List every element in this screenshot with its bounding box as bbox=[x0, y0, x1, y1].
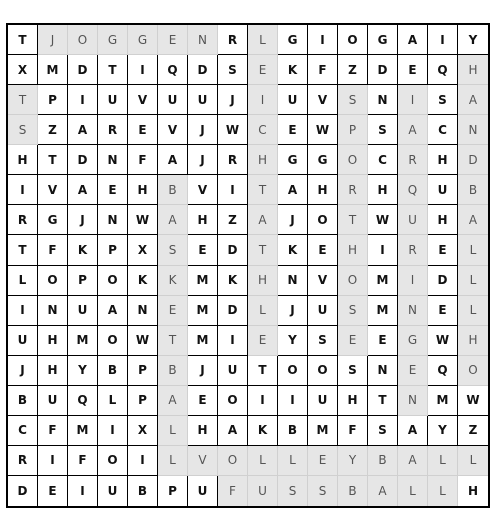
letter-cell[interactable]: Z bbox=[338, 55, 368, 85]
letter-cell[interactable]: U bbox=[8, 326, 38, 356]
letter-cell[interactable]: Z bbox=[458, 416, 488, 446]
letter-cell[interactable]: O bbox=[218, 386, 248, 416]
letter-cell[interactable]: E bbox=[128, 115, 158, 145]
letter-cell[interactable]: V bbox=[158, 115, 188, 145]
letter-cell[interactable]: R bbox=[338, 175, 368, 205]
letter-cell[interactable]: A bbox=[68, 175, 98, 205]
letter-cell[interactable]: B bbox=[98, 356, 128, 386]
letter-cell[interactable]: K bbox=[68, 235, 98, 265]
letter-cell[interactable]: L bbox=[398, 476, 428, 506]
letter-cell[interactable]: R bbox=[398, 145, 428, 175]
letter-cell[interactable]: W bbox=[128, 326, 158, 356]
letter-cell[interactable]: J bbox=[278, 296, 308, 326]
letter-cell[interactable]: Z bbox=[38, 115, 68, 145]
letter-cell[interactable]: U bbox=[68, 296, 98, 326]
letter-cell[interactable]: N bbox=[128, 296, 158, 326]
letter-cell[interactable]: N bbox=[398, 386, 428, 416]
letter-cell[interactable]: D bbox=[68, 55, 98, 85]
letter-cell[interactable]: G bbox=[308, 145, 338, 175]
letter-cell[interactable]: G bbox=[368, 25, 398, 55]
letter-cell[interactable]: E bbox=[428, 296, 458, 326]
letter-cell[interactable]: P bbox=[158, 476, 188, 506]
letter-cell[interactable]: A bbox=[158, 205, 188, 235]
letter-cell[interactable]: H bbox=[248, 145, 278, 175]
letter-cell[interactable]: P bbox=[128, 356, 158, 386]
letter-cell[interactable]: O bbox=[338, 25, 368, 55]
letter-cell[interactable]: X bbox=[128, 416, 158, 446]
letter-cell[interactable]: U bbox=[428, 175, 458, 205]
letter-cell[interactable]: O bbox=[98, 446, 128, 476]
letter-cell[interactable]: Q bbox=[428, 356, 458, 386]
letter-cell[interactable]: A bbox=[398, 25, 428, 55]
letter-cell[interactable]: M bbox=[368, 266, 398, 296]
letter-cell[interactable]: Q bbox=[158, 55, 188, 85]
letter-cell[interactable]: G bbox=[398, 326, 428, 356]
letter-cell[interactable]: Q bbox=[428, 55, 458, 85]
letter-cell[interactable]: Y bbox=[428, 416, 458, 446]
letter-cell[interactable]: P bbox=[338, 115, 368, 145]
letter-cell[interactable]: I bbox=[38, 446, 68, 476]
letter-cell[interactable]: H bbox=[458, 326, 488, 356]
letter-cell[interactable]: J bbox=[188, 145, 218, 175]
letter-cell[interactable]: H bbox=[8, 145, 38, 175]
letter-cell[interactable]: A bbox=[398, 115, 428, 145]
letter-cell[interactable]: G bbox=[38, 205, 68, 235]
letter-cell[interactable]: U bbox=[188, 476, 218, 506]
letter-cell[interactable]: U bbox=[188, 85, 218, 115]
letter-cell[interactable]: H bbox=[458, 55, 488, 85]
letter-cell[interactable]: P bbox=[68, 266, 98, 296]
word-search-grid bbox=[6, 23, 490, 508]
letter-cell[interactable]: G bbox=[98, 25, 128, 55]
letter-cell[interactable]: L bbox=[278, 446, 308, 476]
letter-cell[interactable]: T bbox=[158, 326, 188, 356]
letter-cell[interactable]: S bbox=[158, 235, 188, 265]
letter-cell[interactable]: M bbox=[68, 326, 98, 356]
letter-cell[interactable]: L bbox=[428, 446, 458, 476]
letter-cell[interactable]: E bbox=[278, 115, 308, 145]
letter-cell[interactable]: B bbox=[158, 175, 188, 205]
letter-cell[interactable]: E bbox=[188, 386, 218, 416]
letter-cell[interactable]: N bbox=[38, 296, 68, 326]
letter-cell[interactable]: T bbox=[8, 85, 38, 115]
letter-cell[interactable]: M bbox=[188, 326, 218, 356]
letter-cell[interactable]: J bbox=[218, 85, 248, 115]
letter-cell[interactable]: T bbox=[248, 175, 278, 205]
letter-cell[interactable]: S bbox=[368, 115, 398, 145]
letter-cell[interactable]: I bbox=[398, 85, 428, 115]
letter-cell[interactable]: X bbox=[128, 235, 158, 265]
letter-cell[interactable]: I bbox=[8, 296, 38, 326]
letter-cell[interactable]: F bbox=[38, 235, 68, 265]
letter-cell[interactable]: J bbox=[188, 115, 218, 145]
letter-cell[interactable]: T bbox=[8, 25, 38, 55]
letter-cell[interactable]: L bbox=[458, 296, 488, 326]
letter-cell[interactable]: T bbox=[98, 55, 128, 85]
letter-cell[interactable]: K bbox=[158, 266, 188, 296]
letter-cell[interactable]: W bbox=[128, 205, 158, 235]
letter-cell[interactable]: J bbox=[8, 356, 38, 386]
letter-cell[interactable]: I bbox=[218, 326, 248, 356]
letter-cell[interactable]: D bbox=[68, 145, 98, 175]
letter-cell[interactable]: H bbox=[248, 266, 278, 296]
letter-cell[interactable]: A bbox=[458, 85, 488, 115]
letter-cell[interactable]: I bbox=[308, 25, 338, 55]
letter-cell[interactable]: S bbox=[308, 326, 338, 356]
letter-cell[interactable]: J bbox=[38, 25, 68, 55]
letter-cell[interactable]: S bbox=[338, 356, 368, 386]
letter-cell[interactable]: A bbox=[98, 296, 128, 326]
letter-cell[interactable]: R bbox=[8, 446, 38, 476]
letter-cell[interactable]: E bbox=[428, 235, 458, 265]
letter-cell[interactable]: F bbox=[338, 416, 368, 446]
letter-cell[interactable]: S bbox=[308, 476, 338, 506]
letter-cell[interactable]: T bbox=[8, 235, 38, 265]
letter-cell[interactable]: K bbox=[278, 235, 308, 265]
letter-cell[interactable]: N bbox=[398, 296, 428, 326]
letter-cell[interactable]: H bbox=[128, 175, 158, 205]
letter-cell[interactable]: R bbox=[8, 205, 38, 235]
letter-cell[interactable]: F bbox=[218, 476, 248, 506]
letter-cell[interactable]: O bbox=[98, 266, 128, 296]
letter-cell[interactable]: R bbox=[218, 145, 248, 175]
letter-cell[interactable]: D bbox=[8, 476, 38, 506]
letter-cell[interactable]: P bbox=[128, 386, 158, 416]
letter-cell[interactable]: A bbox=[398, 416, 428, 446]
letter-cell[interactable]: X bbox=[8, 55, 38, 85]
letter-cell[interactable]: A bbox=[218, 416, 248, 446]
letter-cell[interactable]: I bbox=[248, 85, 278, 115]
letter-cell[interactable]: I bbox=[278, 386, 308, 416]
letter-cell[interactable]: V bbox=[308, 85, 338, 115]
letter-cell[interactable]: E bbox=[158, 25, 188, 55]
letter-cell[interactable]: B bbox=[128, 476, 158, 506]
letter-cell[interactable]: L bbox=[158, 446, 188, 476]
letter-cell[interactable]: A bbox=[158, 386, 188, 416]
letter-cell[interactable]: Y bbox=[338, 446, 368, 476]
letter-cell[interactable]: A bbox=[368, 476, 398, 506]
letter-cell[interactable]: M bbox=[368, 296, 398, 326]
letter-cell[interactable]: R bbox=[218, 25, 248, 55]
letter-cell[interactable]: G bbox=[278, 25, 308, 55]
letter-cell[interactable]: W bbox=[458, 386, 488, 416]
letter-cell[interactable]: O bbox=[68, 25, 98, 55]
letter-cell[interactable]: T bbox=[248, 356, 278, 386]
letter-cell[interactable]: O bbox=[308, 356, 338, 386]
letter-cell[interactable]: S bbox=[8, 115, 38, 145]
letter-cell[interactable]: S bbox=[278, 476, 308, 506]
letter-cell[interactable]: N bbox=[188, 25, 218, 55]
letter-cell[interactable]: B bbox=[458, 175, 488, 205]
letter-cell[interactable]: M bbox=[38, 55, 68, 85]
letter-cell[interactable]: H bbox=[428, 205, 458, 235]
letter-cell[interactable]: O bbox=[218, 446, 248, 476]
letter-cell[interactable]: O bbox=[458, 356, 488, 386]
letter-cell[interactable]: O bbox=[308, 205, 338, 235]
letter-cell[interactable]: O bbox=[98, 326, 128, 356]
letter-cell[interactable]: Z bbox=[218, 205, 248, 235]
letter-cell[interactable]: B bbox=[8, 386, 38, 416]
letter-cell[interactable]: V bbox=[188, 175, 218, 205]
letter-cell[interactable]: O bbox=[338, 266, 368, 296]
letter-cell[interactable]: S bbox=[428, 85, 458, 115]
letter-cell[interactable]: M bbox=[308, 416, 338, 446]
letter-cell[interactable]: Q bbox=[68, 386, 98, 416]
letter-cell[interactable]: T bbox=[338, 205, 368, 235]
letter-cell[interactable]: S bbox=[368, 416, 398, 446]
letter-cell[interactable]: S bbox=[338, 296, 368, 326]
letter-cell[interactable]: O bbox=[278, 356, 308, 386]
letter-cell[interactable]: D bbox=[428, 266, 458, 296]
letter-cell[interactable]: M bbox=[188, 266, 218, 296]
letter-cell[interactable]: R bbox=[98, 115, 128, 145]
letter-cell[interactable]: O bbox=[38, 266, 68, 296]
letter-cell[interactable]: W bbox=[308, 115, 338, 145]
letter-cell[interactable]: I bbox=[398, 266, 428, 296]
letter-cell[interactable]: I bbox=[128, 55, 158, 85]
letter-cell[interactable]: K bbox=[218, 266, 248, 296]
letter-cell[interactable]: A bbox=[158, 145, 188, 175]
letter-cell[interactable]: I bbox=[368, 235, 398, 265]
letter-cell[interactable]: V bbox=[188, 446, 218, 476]
letter-cell[interactable]: K bbox=[278, 55, 308, 85]
letter-cell[interactable]: A bbox=[68, 115, 98, 145]
letter-cell[interactable]: M bbox=[428, 386, 458, 416]
letter-cell[interactable]: V bbox=[128, 85, 158, 115]
letter-cell[interactable]: Y bbox=[278, 326, 308, 356]
letter-cell[interactable]: L bbox=[458, 446, 488, 476]
letter-cell[interactable]: N bbox=[278, 266, 308, 296]
letter-cell[interactable]: S bbox=[218, 55, 248, 85]
letter-cell[interactable]: U bbox=[308, 296, 338, 326]
letter-cell[interactable]: C bbox=[368, 145, 398, 175]
letter-cell[interactable]: I bbox=[68, 85, 98, 115]
letter-cell[interactable]: E bbox=[368, 326, 398, 356]
letter-cell[interactable]: D bbox=[458, 145, 488, 175]
letter-cell[interactable]: G bbox=[128, 25, 158, 55]
letter-cell[interactable]: U bbox=[38, 386, 68, 416]
letter-cell[interactable]: H bbox=[38, 356, 68, 386]
letter-cell[interactable]: K bbox=[128, 266, 158, 296]
letter-cell[interactable]: U bbox=[158, 85, 188, 115]
letter-cell[interactable]: V bbox=[38, 175, 68, 205]
letter-cell[interactable]: T bbox=[368, 386, 398, 416]
letter-cell[interactable]: F bbox=[38, 416, 68, 446]
letter-cell[interactable]: L bbox=[248, 25, 278, 55]
letter-cell[interactable]: T bbox=[38, 145, 68, 175]
letter-cell[interactable]: A bbox=[278, 175, 308, 205]
letter-cell[interactable]: C bbox=[248, 115, 278, 145]
letter-cell[interactable]: B bbox=[278, 416, 308, 446]
letter-cell[interactable]: V bbox=[308, 266, 338, 296]
letter-cell[interactable]: U bbox=[308, 386, 338, 416]
letter-cell[interactable]: H bbox=[368, 175, 398, 205]
letter-cell[interactable]: H bbox=[308, 175, 338, 205]
letter-cell[interactable]: E bbox=[308, 446, 338, 476]
letter-cell[interactable]: E bbox=[158, 296, 188, 326]
letter-cell[interactable]: N bbox=[98, 145, 128, 175]
letter-cell[interactable]: D bbox=[188, 55, 218, 85]
letter-cell[interactable]: U bbox=[98, 85, 128, 115]
letter-cell[interactable]: E bbox=[98, 175, 128, 205]
letter-cell[interactable]: H bbox=[38, 326, 68, 356]
letter-cell[interactable]: D bbox=[218, 296, 248, 326]
letter-cell[interactable]: N bbox=[458, 115, 488, 145]
letter-cell[interactable]: I bbox=[68, 476, 98, 506]
letter-cell[interactable]: U bbox=[278, 85, 308, 115]
letter-cell[interactable]: U bbox=[218, 356, 248, 386]
letter-cell[interactable]: G bbox=[278, 145, 308, 175]
letter-cell[interactable]: B bbox=[368, 446, 398, 476]
letter-cell[interactable]: T bbox=[248, 235, 278, 265]
letter-cell[interactable]: L bbox=[248, 296, 278, 326]
letter-cell[interactable]: H bbox=[338, 235, 368, 265]
letter-cell[interactable]: F bbox=[308, 55, 338, 85]
letter-cell[interactable]: U bbox=[98, 476, 128, 506]
letter-cell[interactable]: A bbox=[458, 205, 488, 235]
letter-cell[interactable]: F bbox=[68, 446, 98, 476]
letter-cell[interactable]: H bbox=[188, 416, 218, 446]
letter-cell[interactable]: F bbox=[128, 145, 158, 175]
letter-cell[interactable]: B bbox=[158, 356, 188, 386]
letter-cell[interactable]: L bbox=[158, 416, 188, 446]
letter-cell[interactable]: I bbox=[8, 175, 38, 205]
letter-cell[interactable]: R bbox=[398, 235, 428, 265]
letter-cell[interactable]: D bbox=[368, 55, 398, 85]
letter-cell[interactable]: C bbox=[428, 115, 458, 145]
letter-cell[interactable]: I bbox=[428, 25, 458, 55]
letter-cell[interactable]: E bbox=[188, 235, 218, 265]
letter-cell[interactable]: E bbox=[248, 55, 278, 85]
letter-cell[interactable]: L bbox=[428, 476, 458, 506]
letter-cell[interactable]: P bbox=[38, 85, 68, 115]
letter-cell[interactable]: E bbox=[398, 55, 428, 85]
letter-cell[interactable]: H bbox=[428, 145, 458, 175]
letter-cell[interactable]: E bbox=[248, 326, 278, 356]
letter-cell[interactable]: C bbox=[8, 416, 38, 446]
letter-cell[interactable]: W bbox=[368, 205, 398, 235]
letter-cell[interactable]: W bbox=[218, 115, 248, 145]
letter-cell[interactable]: Q bbox=[398, 175, 428, 205]
letter-cell[interactable]: L bbox=[98, 386, 128, 416]
letter-cell[interactable]: O bbox=[338, 145, 368, 175]
letter-cell[interactable]: I bbox=[248, 386, 278, 416]
letter-cell[interactable]: A bbox=[248, 205, 278, 235]
letter-cell[interactable]: M bbox=[68, 416, 98, 446]
letter-cell[interactable]: E bbox=[338, 326, 368, 356]
letter-cell[interactable]: J bbox=[278, 205, 308, 235]
letter-cell[interactable]: P bbox=[98, 235, 128, 265]
letter-cell[interactable]: S bbox=[338, 85, 368, 115]
letter-cell[interactable]: I bbox=[98, 416, 128, 446]
letter-cell[interactable]: W bbox=[428, 326, 458, 356]
letter-cell[interactable]: L bbox=[8, 266, 38, 296]
letter-cell[interactable]: H bbox=[458, 476, 488, 506]
letter-cell[interactable]: E bbox=[398, 356, 428, 386]
letter-cell[interactable]: D bbox=[218, 235, 248, 265]
letter-cell[interactable]: U bbox=[398, 205, 428, 235]
letter-cell[interactable]: L bbox=[458, 266, 488, 296]
letter-cell[interactable]: N bbox=[368, 85, 398, 115]
letter-cell[interactable]: E bbox=[38, 476, 68, 506]
letter-cell[interactable]: U bbox=[248, 476, 278, 506]
letter-cell[interactable]: M bbox=[188, 296, 218, 326]
letter-cell[interactable]: N bbox=[98, 205, 128, 235]
letter-cell[interactable]: L bbox=[248, 446, 278, 476]
letter-cell[interactable]: I bbox=[128, 446, 158, 476]
letter-cell[interactable]: L bbox=[458, 235, 488, 265]
letter-cell[interactable]: B bbox=[338, 476, 368, 506]
letter-cell[interactable]: J bbox=[68, 205, 98, 235]
letter-cell[interactable]: A bbox=[398, 446, 428, 476]
letter-cell[interactable]: Y bbox=[458, 25, 488, 55]
letter-cell[interactable]: K bbox=[248, 416, 278, 446]
letter-cell[interactable]: H bbox=[188, 205, 218, 235]
letter-cell[interactable]: H bbox=[338, 386, 368, 416]
letter-cell[interactable]: I bbox=[218, 175, 248, 205]
letter-cell[interactable]: E bbox=[308, 235, 338, 265]
letter-cell[interactable]: Y bbox=[68, 356, 98, 386]
letter-cell[interactable]: N bbox=[368, 356, 398, 386]
letter-cell[interactable]: J bbox=[188, 356, 218, 386]
